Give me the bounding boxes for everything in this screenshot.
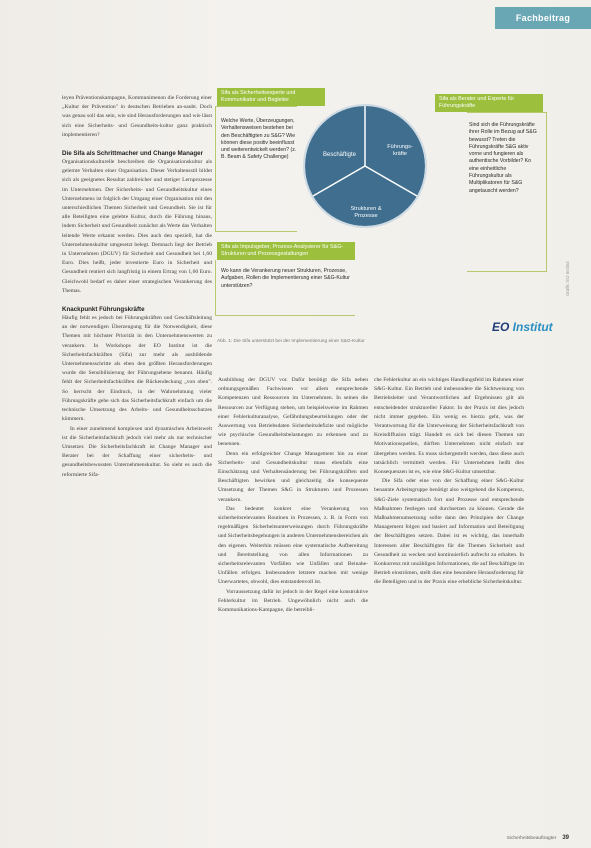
image-credit: Grafik: EO Institut — [565, 261, 570, 296]
label-line: Prozesse — [354, 213, 378, 220]
label-line: Strukturen & — [350, 206, 382, 212]
role-header-bottom: Sifa als Impulsgeber, Prozess-Analysierer für S&G-Strukturen und Prozessgestaltungen — [217, 242, 355, 260]
paragraph: In einer zunehmend komplexen und dynamischen Arbeitswelt ist die Sicherheitsfachkraft jedoch viel mehr als nur technischer Umsetzer. Die Sicherheitsfachkraft ist Change Manager und Berater bei der Schaffung einer sicherheits- und gesundheitsbewussten Unternehmenskultur. So sieht es auch die reformierte Sifa- — [62, 425, 212, 478]
figure-diagram — [213, 84, 553, 346]
logo-main: EO — [492, 320, 510, 334]
section-tag: Fachbeitrag — [495, 7, 591, 29]
paragraph: Häufig fehlt es jedoch bei Führungskräften und Geschäftsleitung an der notwendigen Überzeugung für die Notwendigkeit, diese Themen mit höchster Priorität in den Unternehmenswerten zu verankern. In Workshops der EO Institut ist die Sicherheitsfachkräften (Sifa) zur mehr als ausbildende Unternehmensschritte als eben den größten Herausforderungen wurde die Sensibilisierung der Führungsebene benannt. Häufig fehlt der Sicherheitsfachkräften die Rückendeckung „von oben". So herrscht der Eindruck, in der Wahrnehmung vieler Führungskräfte gehe sich das Sicherheitsfachkraft einfach um die technische Umsetzung des Arbeits- und Gesundheitsschutzes kümmern. — [62, 315, 212, 423]
paragraph: Vorraussetzung dafür ist jedoch in der Regel eine konstruktive Fehlerkultur im Betrieb. Ungewöhnlich nicht auch die Kommunikations-Kampagne, die betreibli- — [218, 588, 368, 614]
paragraph: Denn ein erfolgreicher Change Management hin zu einer Sicherheits- und Gesundheitskultur muss ebenfalls eine Einschätzung und Verhaltensänderung bei Führungskräften und Beschäftigten bewirken und gleichzeitig die konsequente Umsetzung der Themen S&G in Strukturen und Prozessen verankern. — [218, 450, 368, 503]
question-text-left: Welche Werte, Überzeugungen, Verhaltensweisen bestehen bei den Beschäftigten zu S&G? Wie können diese positiv beeinflusst und weiterentwickelt werden? (z. B. Beam & Safety Challenge) — [221, 118, 297, 161]
footer-text: Sicherheitsbeauftragter — [506, 836, 557, 841]
role-header-right: Sifa als Berater und Experte für Führungskräfte — [435, 94, 543, 112]
label-line: Führungs- — [387, 144, 413, 150]
paragraph: leyen Präventionskampagne, Kommunimenon die Forderung einer „Kultur der Prävention" in deutschen Betrieben an-saubt. Doch was genau soll das sein, wie sind Herausforderungen und wie lässt sich eine Sicherheits- und Gesundheits-kultur ganz praktisch implementieren? — [62, 95, 212, 138]
paragraph: Organisationskulturelle beschreiben die Organisationskultur als gelernte Verhalten einer Organisation. Dieser Verhaltensstil bildet sich als geeignetes Resultat zahlreicher und stetiger Lernprozesse im Unternehmen. Der Sicherheits- und Gesundheitskultur eines Unternehmens ist folglich der Umgang einer Organisation mit den unterschiedlichen Themen Sicherheit und Gesundheit. Sie ist für alle Beteiligten eine gelebte Kultur, durch die Führung hinaus, indem Sicherheit und Gesundheit zunächst als Werte das Verhalten leitende Werte erkannt werden. Dies auch den speziell, hat die Unternehmenskultur umgesetzt belegt. Demnach liegt der Betrieb in Unternehmen (DGUV) für Sicherheit und Gesundheit bei 1,60 Euro. Dies heißt, jeder investierte Euro in Sicherheit und Gesundheit rentiert sich langfristig in einem Ertrag von 1,60 Euro. Gleichwohl bedarf es daher einer strategischen Verankerung des Themas. — [62, 159, 212, 294]
paragraph: che Fehlerkultur an ein wichtiges Handlungsfeld im Rahmen einer S&G-Kultur. Ein Betrieb und insbesondere die Sichtweisung von Betriebsleiter und Verantwortlichen auf Ergebnissen gilt als entscheidender struktureller Faktor. In der Praxis ist dies jedoch nicht immer gegeben. Ein wenig es hierzu geht, was der Verantwortung für die Unterweisung der Sicherheitsfachkraft von Kreisdiffusion trägt. Handelt es sich bei diesen Themen um Motivationsquellen, dürften Unternehmen nicht einfach nur übergeben werden. Es muss sichergestellt werden, dass diese auch tatsächlich vermittelt werden. Für Unternehmen heißt dies Konsequenzen ist es, wie eine S&G-Kultur umsetzbar. — [374, 377, 524, 476]
text-column-1 — [62, 94, 212, 480]
logo-rest: Institut — [509, 320, 553, 334]
paragraph: Ausbildung der DGUV vor. Dafür benötigt die Sifa neben ordnungsgemäßen Fachwissen vor allem entsprechende Kompetenzen und Ressourcen im Unternehmen. In seinen die Ressourcen zur Verfügung stehen, um beispielsweise im Rahmen einer Fehlerkulturanalyse, Gefährdungsbeurteilungen oder der Auswertung von Betriebsdaten Sicherheitsdefizite und mögliche wie psychische Gesundheitsbelastungen zu erkennen und zu benennen. — [218, 377, 368, 448]
paragraph: Das bedeutet konkret eine Verankerung von sicherheitsrelevanten Routinen in Prozessen, z. B. in Form von regelmäßigen Sicherheitsunterweisungen durch Führungskräfte und Sicherheitsbegehungen in anderen Unternehmensbereichen als den eigenen. Weiterhin müssen eine systematische Aufbereitung und Bereitstellung von allen Informationen zu sicherheitsrelevanten Vorfällen wie Unfällen und Beinahe-Unfällen erfolgen. Insbesondere letztere machen mit wenige Unerwartetes, obwohl, dies entstandenvoll ist. — [218, 505, 368, 586]
paragraph: Die Sifa oder eine von der Schaffung einer S&G-Kultur benannte Arbeitsgruppe benötigt also weitgehend die Kompetenz, S&G-Ziele systematisch fort und Prozesse und entsprechende Maßnahmen festlegen und durchsetzen zu können. Gerade die Maßnahmenumsetzung sollte dann den Prinzipien der Change Management folgen und basiert auf Information und Beteiligung der Beschäftigten setzen. Dabei ist es wichtig, das innerhalb Interessen aller Beschäftigten für die Themen Sicherheit und Gesundheit zu wecken und kontinuierlich aufrecht zu erhalten. In Konkurrenz mit unzähligen Informationen, die auf Beschäftigte im Betrieb einströmen, stellt dies eine besondere Herausforderung für die Beteiligten und in der Praxis eine erhebliche Sicherheitskultur. — [374, 478, 524, 586]
label-beschaeftigte: Beschäftigte — [323, 152, 357, 158]
label-strukturen — [346, 206, 386, 221]
question-text-right: Sind sich die Führungskräfte ihrer Rolle im Bezug auf S&G bewusst? Treten die Führungskräfte S&G aktiv vorne und fungieren als authentische Vorbilder? Ko eine einheitliche Führungskultur als Multiplikatoren für S&G angetauscht werden? — [469, 122, 537, 194]
eo-institut-logo — [492, 320, 553, 334]
text-column-3 — [374, 376, 524, 588]
page-number: 39 — [562, 835, 569, 841]
question-text-bottom: Wo kann die Verankerung neuer Strukturen, Prozesse, Aufgaben, Rollen die Implementierung einer S&G-Kultur unterstützen? — [221, 268, 350, 289]
text-column-2 — [218, 376, 368, 615]
label-fuehrungskraefte — [385, 144, 415, 159]
label-line: kräfte — [393, 151, 407, 158]
role-header-left: Sifa als Sicherheitsexperte und Kommunikator und Begleiter — [217, 88, 325, 106]
page-footer — [507, 835, 569, 841]
subheading: Knackpunkt Führungskräfte — [62, 306, 145, 314]
figure-caption: Abb. 1: Die Sifa unterstützt bei der Implementierung einer S&G-Kultur — [217, 339, 365, 344]
subheading: Die Sifa als Schrittmacher und Change Manager — [62, 150, 203, 158]
